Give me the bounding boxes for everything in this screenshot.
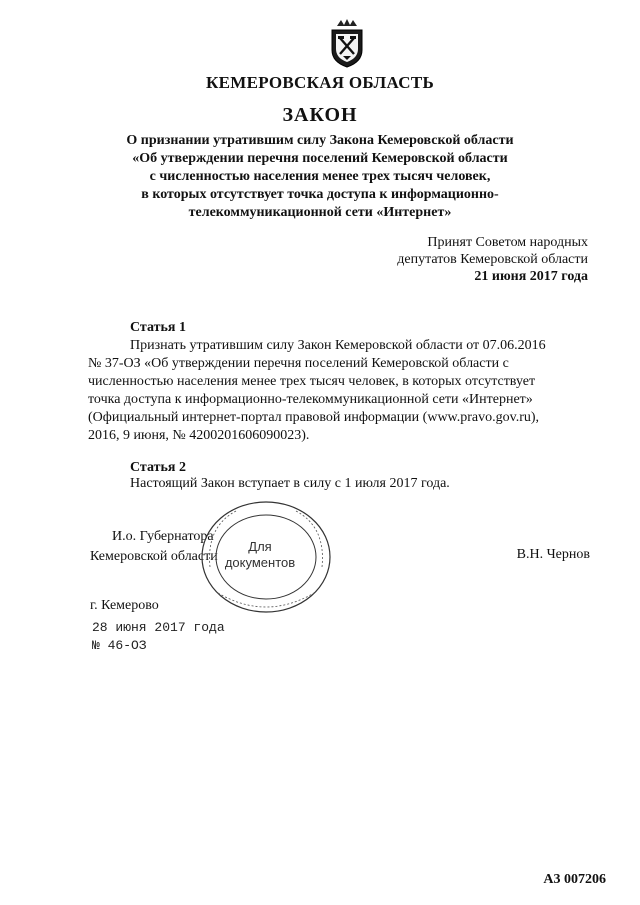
coat-of-arms-icon bbox=[328, 18, 366, 68]
article-1-line: (Официальный интернет-портал правовой информации (www.pravo.gov.ru), bbox=[88, 410, 540, 425]
document-type: ЗАКОН bbox=[282, 104, 358, 126]
law-number: № 46-ОЗ bbox=[92, 638, 147, 653]
region-name: КЕМЕРОВСКАЯ ОБЛАСТЬ bbox=[206, 73, 434, 92]
article-2-text: Настоящий Закон вступает в силу с 1 июля 2017 года. bbox=[130, 476, 450, 491]
article-1-line: точка доступа к информационно-телекоммуникационной сети «Интернет» bbox=[88, 392, 533, 407]
adoption-block bbox=[397, 234, 588, 285]
official-seal-stamp bbox=[196, 497, 336, 617]
stamp-text-line-2: документов bbox=[224, 555, 296, 570]
law-title bbox=[110, 132, 530, 222]
article-1-heading: Статья 1 bbox=[130, 320, 186, 335]
article-1-text bbox=[88, 337, 588, 445]
signatory-position-line: И.о. Губернатора bbox=[112, 529, 214, 544]
signing-date: 28 июня 2017 года bbox=[92, 620, 225, 635]
form-serial-number: А3 007206 bbox=[543, 872, 606, 887]
law-title-line: О признании утратившим силу Закона Кемеровской области bbox=[126, 133, 514, 148]
adoption-date: 21 июня 2017 года bbox=[474, 269, 588, 284]
law-title-line: телекоммуникационной сети «Интернет» bbox=[188, 205, 452, 220]
article-1-line: Признать утратившим силу Закон Кемеровской области от 07.06.2016 bbox=[130, 338, 546, 353]
article-1-line: № 37-ОЗ «Об утверждении перечня поселений Кемеровской области с bbox=[88, 356, 509, 371]
signatory-name: В.Н. Чернов bbox=[516, 547, 590, 562]
article-1-line: численностью населения менее трех тысяч человек, в которых отсутствует bbox=[88, 374, 536, 389]
article-2-heading: Статья 2 bbox=[130, 460, 186, 475]
stamp-text-line-1: Для bbox=[248, 539, 272, 554]
law-title-line: «Об утверждении перечня поселений Кемеровской области bbox=[132, 151, 508, 166]
signing-city: г. Кемерово bbox=[90, 598, 159, 613]
adoption-line: Принят Советом народных bbox=[427, 235, 588, 250]
article-1-line: 2016, 9 июня, № 4200201606090023). bbox=[88, 428, 310, 443]
law-title-line: с численностью населения менее трех тысяч человек, bbox=[149, 169, 491, 184]
law-title-line: в которых отсутствует точка доступа к информационно- bbox=[141, 187, 499, 202]
signatory-position-line: Кемеровской области bbox=[90, 549, 218, 564]
adoption-line: депутатов Кемеровской области bbox=[397, 252, 588, 267]
